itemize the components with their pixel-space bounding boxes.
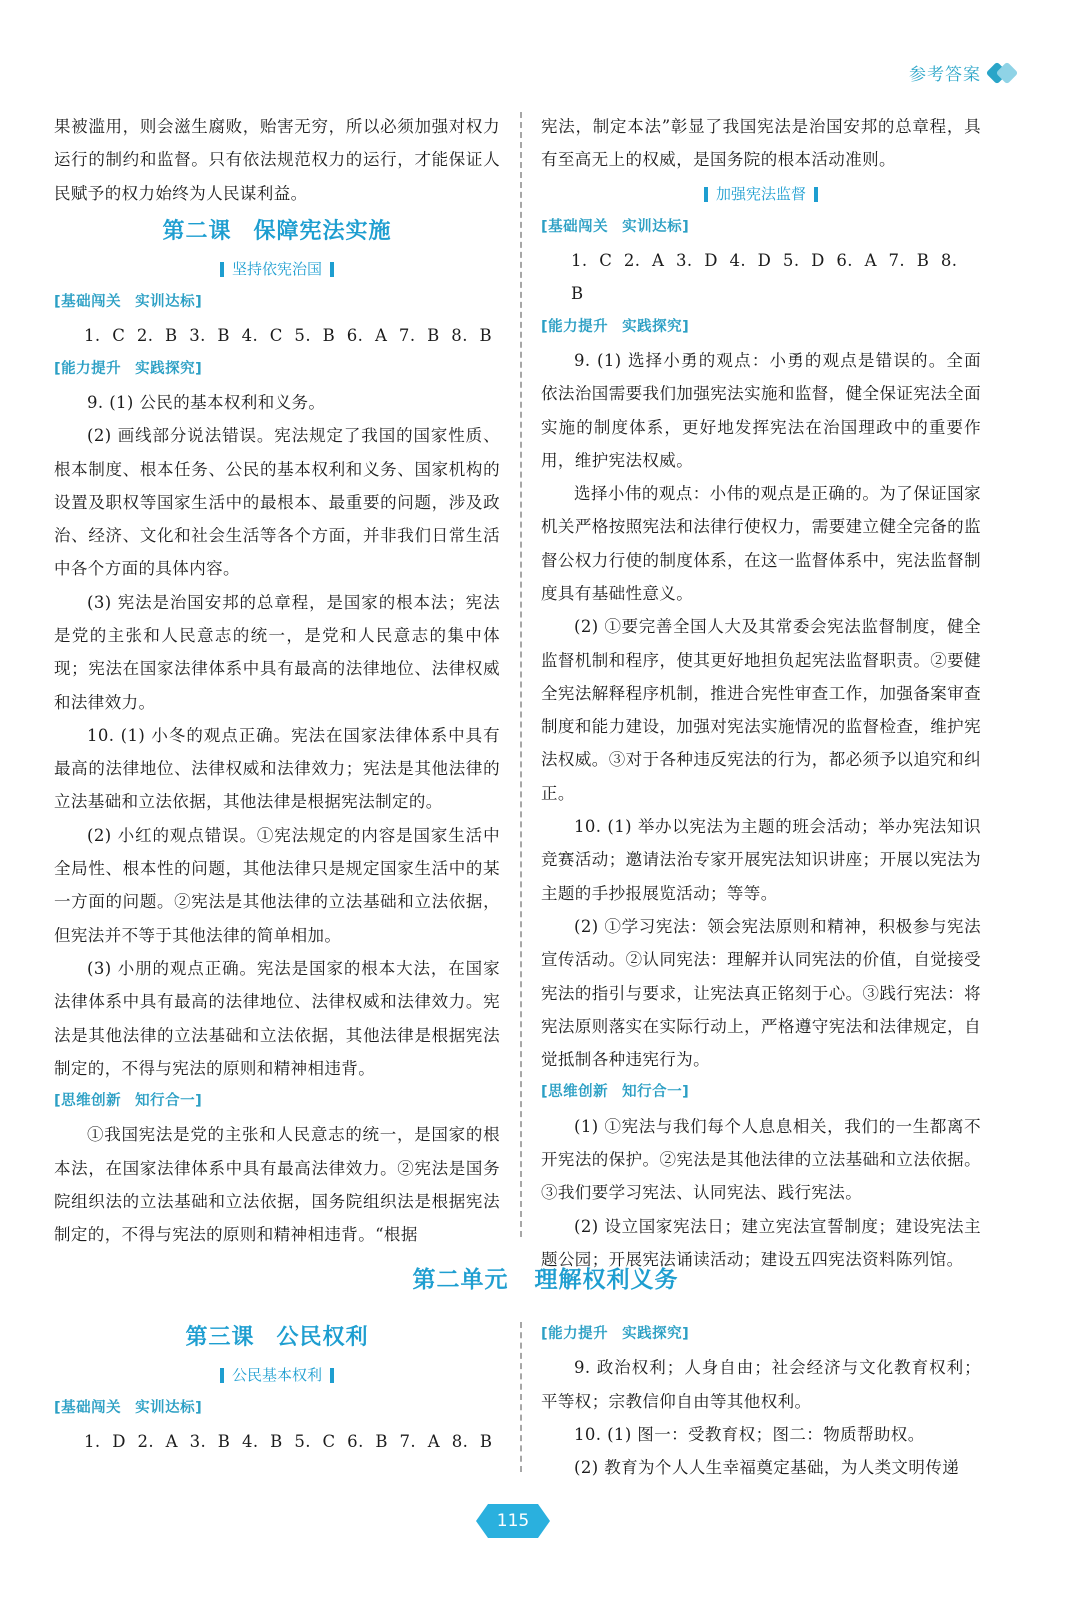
section-tag-ability: [能力提升 实践探究]	[541, 318, 690, 335]
lesson-title: 第三课 公民权利	[185, 1325, 369, 1350]
answer-q10-1: 10. (1) 小冬的观点正确。宪法在国家法律体系中具有最高的法律地位、法律权威和法律效力；宪法是其他法律的立法基础和立法依据，其他法律是根据宪法制定的。	[54, 725, 500, 812]
diamond-icon	[987, 62, 1021, 84]
answer-q10-1: 10. (1) 举办以宪法为主题的班会活动；举办宪法知识竞赛活动；邀请法治专家开展宪法知识讲座；开展以宪法为主题的手抄报展览活动；等等。	[541, 817, 981, 903]
paragraph-intro: 果被滥用，则会滋生腐败，贻害无穷，所以必须加强对权力运行的制约和监督。只有依法规范权力的运行，才能保证人民赋予的权力始终为人民谋利益。	[54, 117, 500, 203]
header-label	[909, 60, 1021, 85]
answer-q9-2: 选择小伟的观点：小伟的观点是正确的。为了保证国家机关严格按照宪法和法律行使权力，需要建立健全完备的监督公权力行使的制度体系，在这一监督体系中，宪法监督制度具有基础性意义。	[541, 484, 981, 603]
subsection-title: 加强宪法监督	[541, 177, 981, 211]
unit-title: 第二单元 理解权利义务	[412, 1267, 679, 1293]
answer-q10-2: (2) ①学习宪法：领会宪法原则和精神，积极参与宪法宣传活动。②认同宪法：理解并认同宪法的价值，自觉接受宪法的指引与要求，让宪法真正铭刻于心。③践行宪法：将宪法原则落实在实际行动上，严格遵守宪法和法律规定，自觉抵制各种违宪行为。	[541, 916, 981, 1070]
column-divider	[520, 112, 522, 1237]
section-tag-basic: [基础闯关 实训达标]	[54, 294, 203, 311]
section-tag-basic: [基础闯关 实训达标]	[541, 218, 690, 235]
answer-q9: 9. 政治权利；人身自由；社会经济与文化教育权利；平等权；宗教信仰自由等其他权利。	[541, 1358, 981, 1411]
section-tag-basic: [基础闯关 实训达标]	[54, 1400, 203, 1417]
section-tag-ability: [能力提升 实践探究]	[54, 360, 203, 377]
left-column-lower	[54, 1318, 500, 1459]
lesson-title: 第二课 保障宪法实施	[162, 218, 392, 244]
answer-thinking-1: (1) ①宪法与我们每个人息息相关，我们的一生都离不开宪法的保护。②宪法是其他法律的立法基础和立法依据。③我们要学习宪法、认同宪法、践行宪法。	[541, 1116, 981, 1203]
answer-q9-3: (2) ①要完善全国人大及其常委会宪法监督制度，健全监督机制和程序，使其更好地担负起宪法监督职责。②要健全宪法解释程序机制，推进合宪性审查工作，加强备案审查制度和能力建设，加强对宪法实施情况的监督检查，维护宪法权威。③对于各种违反宪法的行为，都必须予以追究和纠正。	[541, 617, 981, 803]
page-number-badge	[476, 1504, 550, 1538]
header-label-text: 参考答案	[909, 65, 981, 85]
subsection-title: 公民基本权利	[54, 1358, 500, 1392]
paragraph-continued: 宪法，制定本法”彰显了我国宪法是治国安邦的总章程，具有至高无上的权威，是国务院的根本活动准则。	[541, 117, 981, 170]
answer-q10-1: 10. (1) 图一：受教育权；图二：物质帮助权。	[574, 1424, 925, 1444]
page-number: 115	[496, 1511, 530, 1531]
answer-thinking-2: (2) 设立国家宪法日；建立宪法宣誓制度；建设宪法主题公园；开展宪法诵读活动；建设五四宪法资料陈列馆。	[541, 1216, 981, 1269]
right-column	[541, 110, 981, 1276]
column-divider-lower	[520, 1322, 522, 1472]
answer-q9-1: 9. (1) 公民的基本权利和义务。	[87, 392, 326, 412]
answers-choice: 1. C 2. B 3. B 4. C 5. B 6. A 7. B 8. B	[84, 326, 493, 346]
answer-q9-1: 9. (1) 选择小勇的观点：小勇的观点是错误的。全面依法治国需要我们加强宪法实施和监督，健全保证宪法全面实施的制度体系，更好地发挥宪法在治国理政中的重要作用，维护宪法权威。	[541, 350, 981, 470]
answer-thinking: ①我国宪法是党的主张和人民意志的统一，是国家的根本法，在国家法律体系中具有最高法律效力。②宪法是国务院组织法的立法基础和立法依据，国务院组织法是根据宪法制定的，不得与宪法的原则和精神相违背。“根据	[54, 1125, 500, 1245]
answers-choice: 1. D 2. A 3. B 4. B 5. C 6. B 7. A 8. B	[84, 1432, 493, 1452]
answer-q10-2: (2) 小红的观点错误。①宪法规定的内容是国家生活中全局性、根本性的问题，其他法律只是规定国家生活中的某一方面的问题。②宪法是其他法律的立法基础和立法依据，但宪法并不等于其他法律的简单相加。	[54, 825, 500, 945]
section-tag-ability: [能力提升 实践探究]	[541, 1326, 690, 1342]
answer-q9-3: (3) 宪法是治国安邦的总章程，是国家的根本法；宪法是党的主张和人民意志的统一，是党和人民意志的集中体现；宪法在国家法律体系中具有最高的法律地位、法律权威和法律效力。	[54, 592, 500, 712]
right-column-lower	[541, 1318, 981, 1484]
answers-choice: 1. C 2. A 3. D 4. D 5. D 6. A 7. B 8. B	[571, 251, 958, 304]
left-column	[54, 110, 500, 1252]
answer-q9-2: (2) 画线部分说法错误。宪法规定了我国的国家性质、根本制度、根本任务、公民的基本权利和义务、国家机构的设置及职权等国家生活中的最根本、最重要的问题，涉及政治、经济、文化和社会生活等各个方面，并非我们日常生活中各个方面的具体内容。	[54, 426, 500, 579]
answer-q10-3: (3) 小朋的观点正确。宪法是国家的根本大法，在国家法律体系中具有最高的法律地位、法律权威和法律效力。宪法是其他法律的立法基础和立法依据，其他法律是根据宪法制定的，不得与宪法的原则和精神相违背。	[54, 958, 500, 1078]
answer-q10-2: (2) 教育为个人人生幸福奠定基础，为人类文明传递	[574, 1458, 960, 1478]
subsection-title: 坚持依宪治国	[54, 252, 500, 286]
section-tag-thinking: [思维创新 知行合一]	[541, 1084, 690, 1101]
section-tag-thinking: [思维创新 知行合一]	[54, 1093, 203, 1110]
